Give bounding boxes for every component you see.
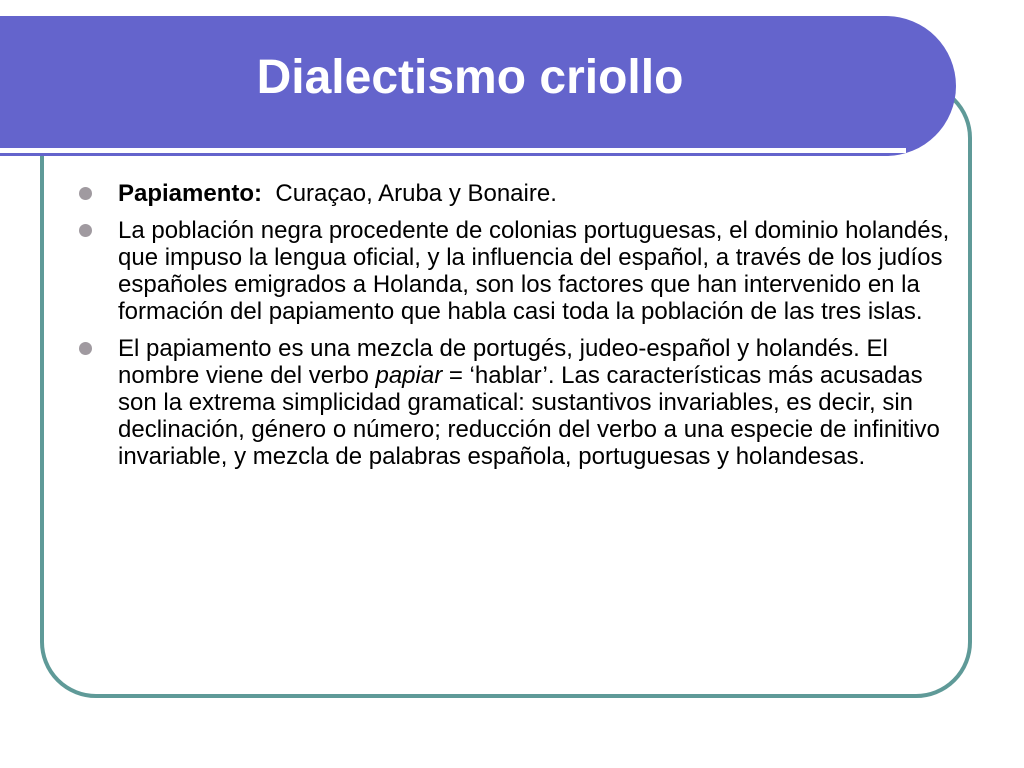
bullet-dot-icon [79,224,92,237]
bullet-poblacion [78,217,958,325]
bullet-text: Curaçao, Aruba y Bonaire. [275,180,557,207]
bullet-text-before: El papiamento es una mezcla de portugés, judeo-español y holandés. El nombre viene del verbo [118,335,888,389]
bullet-list [78,180,958,480]
bullet-emphasis: papiar [375,362,443,389]
bullet-term: Papiamento: [118,180,263,207]
bullet-dot-icon [79,342,92,355]
bullet-mezcla [78,335,958,470]
bullet-text: La población negra procedente de colonias portuguesas, el dominio holandés, que impuso la lengua oficial, y la influencia del español, a través de los judíos españoles emigrados a Holanda, son los factores que han intervenido en la formación del papiamento que habla casi toda la población de las tres islas. [118,217,950,325]
bullet-papiamento [78,180,958,207]
bullet-dot-icon [79,187,92,200]
title-underline [0,148,906,153]
bullet-text-after: = ‘hablar’. Las características más acusadas son la extrema simplicidad gramatical: sustantivos invariables, es decir, sin declinación, género o número; reducción del verbo a una especie de infinitivo invariable, y mezcla de palabras española, portuguesas y holandesas. [118,362,940,470]
slide-title: Dialectismo criollo [256,51,684,104]
